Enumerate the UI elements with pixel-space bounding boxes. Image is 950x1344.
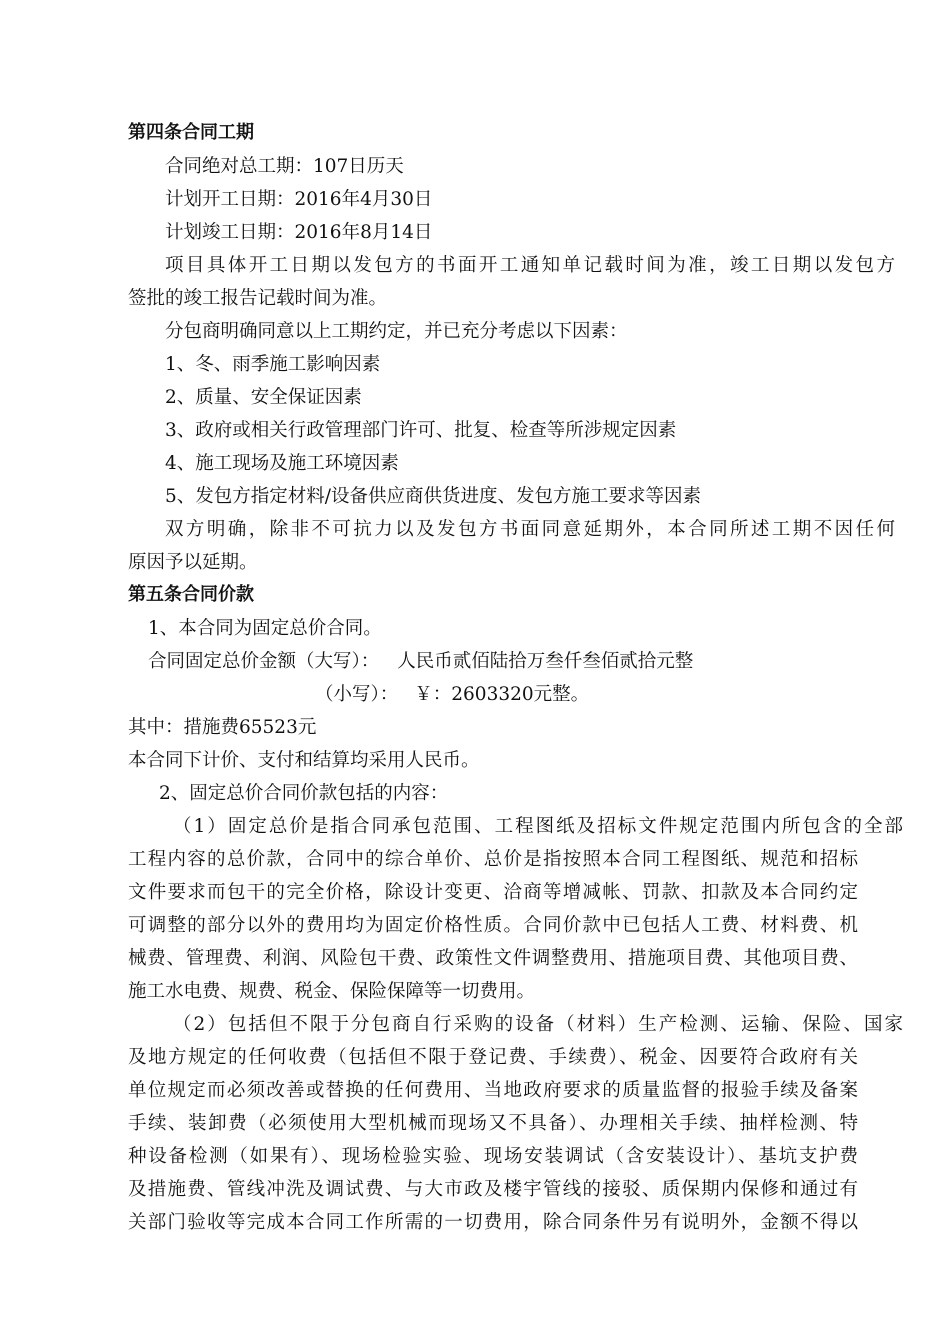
start-date-basis-line: 项目具体开工日期以发包方的书面开工通知单记载时间为准，竣工日期以发包方 (165, 255, 895, 276)
factor-1: 1、冬、雨季施工影响因素 (165, 354, 381, 375)
no-extension-line: 双方明确，除非不可抗力以及发包方书面同意延期外，本合同所述工期不因任何 (165, 519, 895, 540)
total-duration-line: 合同绝对总工期：107日历天 (165, 156, 404, 177)
section4-heading: 第四条合同工期 (128, 122, 254, 143)
para2-line-1: （2）包括但不限于分包商自行采购的设备（材料）生产检测、运输、保险、国家 (173, 1014, 903, 1035)
planned-finish-line: 计划竣工日期：2016年8月14日 (165, 222, 433, 243)
price-content-item: 2、固定总价合同价款包括的内容： (159, 783, 449, 804)
para2-line-7: 关部门验收等完成本合同工作所需的一切费用，除合同条件另有说明外，金额不得以 (128, 1212, 858, 1233)
start-date-basis-line-cont: 签批的竣工报告记载时间为准。 (128, 288, 388, 309)
amount-lower-row (128, 683, 950, 707)
factor-2: 2、质量、安全保证因素 (165, 387, 362, 408)
para2-line-5: 种设备检测（如果有）、现场检验实验、现场安装调试（含安装设计）、基坑支护费 (128, 1146, 858, 1167)
amount-upper-label: 合同固定总价金额（大写）： (148, 651, 380, 672)
section5-heading: 第五条合同价款 (128, 584, 254, 605)
para2-line-3: 单位规定而必须改善或替换的任何费用、当地政府要求的质量监督的报验手续及备案 (128, 1080, 858, 1101)
para1-line-5: 械费、管理费、利润、风险包干费、政策性文件调整费用、措施项目费、其他项目费、 (128, 948, 858, 969)
fixed-price-item: 1、本合同为固定总价合同。 (148, 618, 382, 639)
no-extension-line-cont: 原因予以延期。 (128, 552, 258, 573)
amount-upper-row (128, 650, 878, 674)
para2-line-6: 及措施费、管线冲洗及调试费、与大市政及楼宇管线的接驳、质保期内保修和通过有 (128, 1179, 858, 1200)
planned-start-line: 计划开工日期：2016年4月30日 (165, 189, 433, 210)
measures-fee-line: 其中：措施费65523元 (128, 717, 317, 738)
agreement-line: 分包商明确同意以上工期约定，并已充分考虑以下因素： (165, 321, 628, 342)
para2-line-4: 手续、装卸费（必须使用大型机械而现场又不具备）、办理相关手续、抽样检测、特 (128, 1113, 858, 1134)
para1-line-4: 可调整的部分以外的费用均为固定价格性质。合同价款中已包括人工费、材料费、机 (128, 915, 858, 936)
factor-5: 5、发包方指定材料/设备供应商供货进度、发包方施工要求等因素 (165, 486, 702, 507)
factor-3: 3、政府或相关行政管理部门许可、批复、检查等所涉规定因素 (165, 420, 677, 441)
currency-line: 本合同下计价、支付和结算均采用人民币。 (128, 750, 480, 771)
para1-line-2: 工程内容的总价款，合同中的综合单价、总价是指按照本合同工程图纸、规范和招标 (128, 849, 858, 870)
amount-upper-value: 人民币贰佰陆拾万叁仟叁佰贰拾元整 (397, 651, 694, 672)
factor-4: 4、施工现场及施工环境因素 (165, 453, 399, 474)
para1-line-6: 施工水电费、规费、税金、保险保障等一切费用。 (128, 981, 536, 1002)
amount-lower-value: ￥：2603320元整。 (414, 684, 590, 705)
para2-line-2: 及地方规定的任何收费（包括但不限于登记费、手续费）、税金、因要符合政府有关 (128, 1047, 858, 1068)
para1-line-3: 文件要求而包干的完全价格，除设计变更、洽商等增减帐、罚款、扣款及本合同约定 (128, 882, 858, 903)
amount-lower-label: （小写）： (315, 684, 399, 705)
para1-line-1: （1）固定总价是指合同承包范围、工程图纸及招标文件规定范围内所包含的全部 (173, 816, 903, 837)
